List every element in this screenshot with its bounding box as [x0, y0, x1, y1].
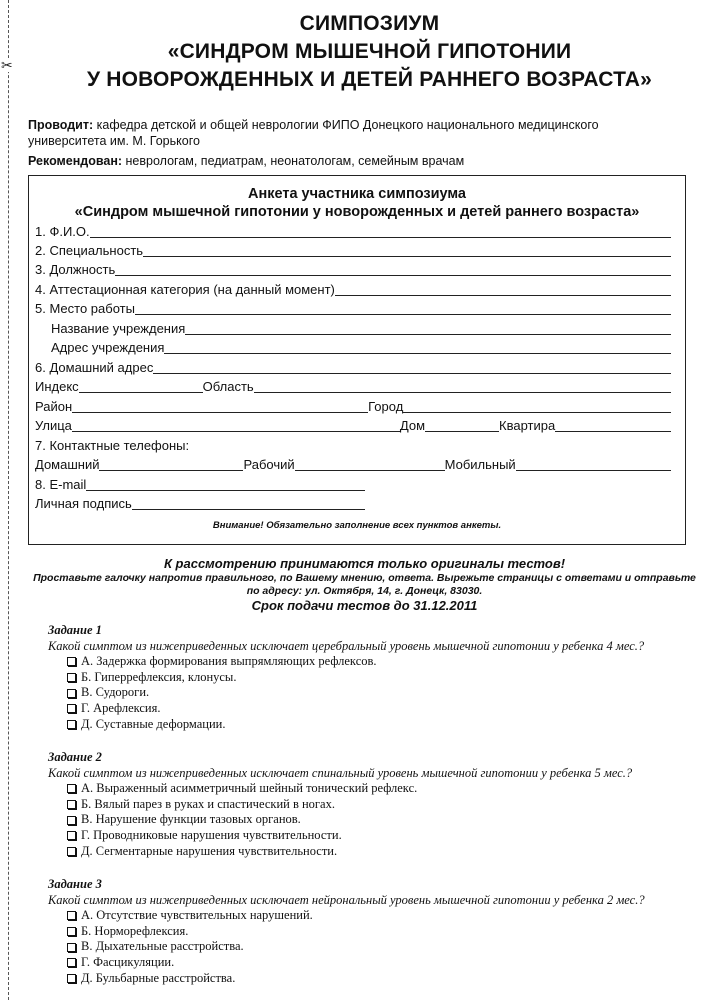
row-phone-fields	[35, 457, 671, 473]
row-phones	[35, 438, 671, 454]
answer-option[interactable]	[67, 797, 707, 813]
recommended-for	[28, 153, 707, 169]
answer-text: В. Дыхательные расстройства.	[81, 939, 244, 954]
scissors-icon: ✂	[1, 57, 13, 73]
cut-line	[8, 0, 9, 1000]
task-question: Какой симптом из нижеприведенных исключает церебральный уровень мышечной гипотонии у ребенка 4 мес.?	[48, 639, 645, 653]
email-label: 8. E-mail	[35, 477, 87, 492]
answer-option[interactable]	[67, 670, 707, 686]
title-line-1: СИМПОЗИУМ	[299, 12, 440, 35]
task-title: Задание 3	[48, 877, 102, 891]
answer-option[interactable]	[67, 717, 707, 733]
conducted-text-1: кафедра детской и общей неврологии ФИПО Донецкого национального медицинского	[93, 118, 599, 132]
row-district-city	[35, 399, 671, 415]
row-category	[35, 282, 671, 298]
answer-text: Г. Фасцикуляции.	[81, 955, 175, 970]
checkbox-square-icon[interactable]	[67, 831, 76, 840]
checkbox-square-icon[interactable]	[67, 784, 76, 793]
house-label: Дом	[399, 418, 426, 433]
street-field[interactable]	[72, 420, 400, 432]
answer-text: А. Задержка формирования выпрямляющих рефлексов.	[81, 654, 377, 668]
city-label: Город	[368, 399, 404, 414]
task-1	[48, 622, 707, 733]
category-field[interactable]	[335, 284, 671, 296]
row-institution-address	[51, 340, 671, 356]
position-label: 3. Должность	[35, 262, 116, 277]
task-question: Какой симптом из нижеприведенных исключает спинальный уровень мышечной гипотонии у ребенка 5 мес.?	[48, 766, 633, 780]
category-label: 4. Аттестационная категория (на данный момент)	[35, 282, 335, 297]
instructions	[20, 572, 709, 598]
answer-text: Б. Гиперрефлексия, клонусы.	[81, 669, 237, 684]
conducted-label: Проводит:	[28, 118, 94, 132]
institution-address-label: Адрес учреждения	[51, 340, 165, 355]
answer-text: Д. Сегментарные нарушения чувствительности.	[81, 843, 338, 858]
district-field[interactable]	[72, 401, 368, 413]
title-line-3: У НОВОРОЖДЕННЫХ И ДЕТЕЙ РАННЕГО ВОЗРАСТА»	[86, 68, 653, 91]
checkbox-square-icon[interactable]	[67, 689, 76, 698]
form-title	[29, 185, 685, 221]
work-phone-field[interactable]	[295, 459, 445, 471]
checkbox-square-icon[interactable]	[67, 847, 76, 856]
workplace-label: 5. Место работы	[35, 301, 135, 316]
checkbox-square-icon[interactable]	[67, 704, 76, 713]
participant-form	[28, 175, 686, 545]
row-position	[35, 262, 671, 278]
conducted-text-2: университета им. М. Горького	[28, 134, 200, 148]
checkbox-square-icon[interactable]	[67, 974, 76, 983]
answer-option[interactable]	[67, 654, 707, 670]
city-field[interactable]	[403, 401, 671, 413]
checkbox-square-icon[interactable]	[67, 816, 76, 825]
index-label: Индекс	[35, 379, 79, 394]
form-note: Внимание! Обязательно заполнение всех пунктов анкеты.	[212, 520, 502, 531]
answer-option[interactable]	[67, 685, 707, 701]
row-index-region	[35, 379, 671, 395]
recommended-label: Рекомендован:	[28, 154, 123, 168]
row-specialty	[35, 243, 671, 259]
answer-text: В. Судороги.	[81, 685, 150, 700]
answer-text: Д. Суставные деформации.	[81, 716, 226, 731]
answer-text: А. Выраженный асимметричный шейный тонический рефлекс.	[81, 781, 418, 795]
instructions-line-2: по адресу: ул. Октября, 14, г. Донецк, 83030.	[246, 585, 483, 597]
home-phone-label: Домашний	[35, 457, 100, 472]
answer-option[interactable]	[67, 971, 707, 987]
row-home-address	[35, 360, 671, 376]
conducted-by	[28, 117, 707, 149]
checkbox-square-icon[interactable]	[67, 673, 76, 682]
answer-option[interactable]	[67, 781, 707, 797]
answer-option[interactable]	[67, 939, 707, 955]
answer-text: Г. Проводниковые нарушения чувствительности.	[81, 828, 342, 843]
workplace-field[interactable]	[135, 303, 671, 315]
checkbox-square-icon[interactable]	[67, 657, 76, 666]
street-label: Улица	[35, 418, 72, 433]
position-field[interactable]	[115, 264, 671, 276]
institution-name-label: Название учреждения	[51, 321, 186, 336]
page-title	[20, 10, 719, 94]
home-address-field[interactable]	[153, 362, 671, 374]
work-phone-label: Рабочий	[243, 457, 295, 472]
answer-option[interactable]	[67, 924, 707, 940]
task-title: Задание 1	[48, 623, 102, 637]
district-label: Район	[35, 399, 73, 414]
apartment-label: Квартира	[499, 418, 556, 433]
answer-option[interactable]	[67, 701, 707, 717]
row-signature	[35, 496, 365, 512]
region-field[interactable]	[254, 381, 671, 393]
answer-option[interactable]	[67, 828, 707, 844]
answer-text: Г. Арефлексия.	[81, 701, 161, 716]
answer-text: Б. Норморефлексия.	[81, 923, 189, 938]
signature-label: Личная подпись	[35, 496, 132, 511]
answer-option[interactable]	[67, 955, 707, 971]
mobile-phone-field[interactable]	[516, 459, 671, 471]
house-field[interactable]	[425, 420, 499, 432]
form-title-1: Анкета участника симпозиума	[247, 186, 466, 202]
row-email	[35, 477, 365, 493]
checkbox-square-icon[interactable]	[67, 800, 76, 809]
region-label: Область	[202, 379, 254, 394]
email-field[interactable]	[86, 479, 365, 491]
answer-text: Б. Вялый парез в руках и спастический в ногах.	[81, 796, 335, 811]
originals-notice: К рассмотрению принимаются только оригиналы тестов!	[163, 556, 566, 571]
specialty-label: 2. Специальность	[35, 243, 144, 258]
instructions-line-1: Проставьте галочку напротив правильного, по Вашему мнению, ответа. Вырежьте страницы с ответами и отправьте	[33, 572, 696, 584]
institution-address-field[interactable]	[164, 342, 671, 354]
task-title: Задание 2	[48, 750, 102, 764]
recommended-text: неврологам, педиатрам, неонатологам, семейным врачам	[122, 154, 465, 168]
fio-field[interactable]	[90, 226, 671, 238]
checkbox-square-icon[interactable]	[67, 958, 76, 967]
title-line-2: «СИНДРОМ МЫШЕЧНОЙ ГИПОТОНИИ	[167, 40, 572, 63]
answer-text: В. Нарушение функции тазовых органов.	[81, 812, 301, 827]
home-phone-field[interactable]	[99, 459, 243, 471]
institution-name-field[interactable]	[185, 323, 671, 335]
checkbox-square-icon[interactable]	[67, 720, 76, 729]
answer-option[interactable]	[67, 844, 707, 860]
answer-option[interactable]	[67, 908, 707, 924]
fio-label: 1. Ф.И.О.	[35, 224, 90, 239]
row-workplace	[35, 301, 671, 317]
checkbox-square-icon[interactable]	[67, 911, 76, 920]
answer-text: Д. Бульбарные расстройства.	[81, 970, 236, 985]
apartment-field[interactable]	[555, 420, 671, 432]
checkbox-square-icon[interactable]	[67, 927, 76, 936]
form-title-2: «Синдром мышечной гипотонии у новорожденных и детей раннего возраста»	[74, 204, 640, 220]
deadline: Срок подачи тестов до 31.12.2011	[251, 598, 478, 613]
task-question: Какой симптом из нижеприведенных исключает нейрональный уровень мышечной гипотонии у ребенка 2 мес.?	[48, 893, 645, 907]
row-street	[35, 418, 671, 434]
phones-label: 7. Контактные телефоны:	[35, 438, 190, 453]
row-fio	[35, 224, 671, 240]
signature-field[interactable]	[132, 498, 365, 510]
index-field[interactable]	[79, 381, 203, 393]
specialty-field[interactable]	[143, 245, 671, 257]
task-3	[48, 876, 707, 987]
mobile-phone-label: Мобильный	[444, 457, 516, 472]
answer-option[interactable]	[67, 812, 707, 828]
task-2	[48, 749, 707, 860]
home-address-label: 6. Домашний адрес	[35, 360, 154, 375]
row-institution-name	[51, 321, 671, 337]
checkbox-square-icon[interactable]	[67, 943, 76, 952]
answer-text: А. Отсутствие чувствительных нарушений.	[81, 908, 313, 922]
